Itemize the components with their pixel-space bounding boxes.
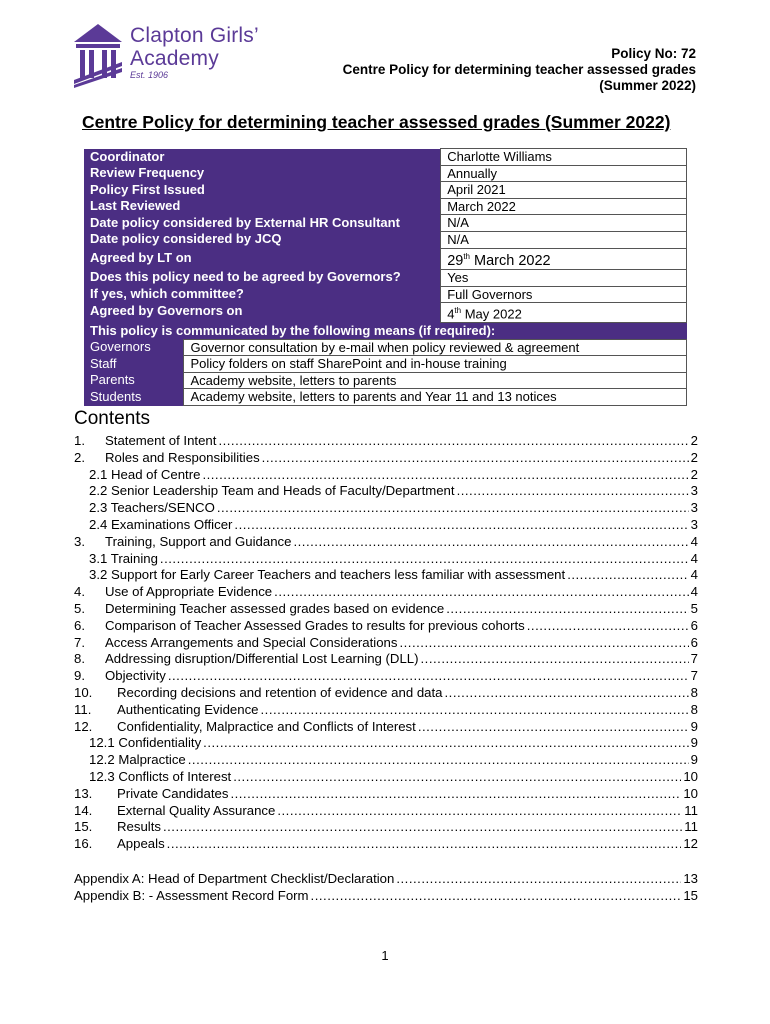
toc-entry[interactable] — [74, 719, 698, 736]
toc-title: 3.1 Training — [89, 550, 158, 566]
policy-info-row — [84, 182, 687, 199]
toc-entry[interactable] — [74, 836, 698, 853]
policy-info-label: Does this policy need to be agreed by Governors? — [84, 269, 441, 286]
toc-entry[interactable] — [74, 567, 698, 584]
logo-established: Est. 1906 — [130, 70, 169, 80]
toc-title: 2.3 Teachers/SENCO — [89, 500, 215, 516]
toc-leader — [168, 668, 689, 685]
toc-entry[interactable] — [74, 517, 698, 534]
toc-entry[interactable] — [74, 534, 698, 551]
toc-leader — [567, 567, 688, 584]
toc-number — [74, 735, 89, 752]
document-title: Centre Policy for determining teacher assessed grades (Summer 2022) — [82, 112, 671, 132]
policy-info-value — [441, 248, 687, 269]
date-day: 29 — [447, 252, 464, 269]
toc-title: Comparison of Teacher Assessed Grades to results for previous cohorts — [105, 617, 525, 633]
policy-info-label: Review Frequency — [84, 165, 441, 182]
toc-entry[interactable] — [74, 433, 698, 450]
toc-leader — [396, 871, 681, 888]
toc-page: 6 — [690, 634, 698, 650]
toc-entry[interactable] — [74, 752, 698, 769]
toc-entry[interactable] — [74, 618, 698, 635]
toc-entry[interactable] — [74, 685, 698, 702]
toc-entry[interactable] — [74, 651, 698, 668]
toc-page: 8 — [690, 701, 698, 717]
toc-page: 4 — [690, 567, 698, 583]
policy-header-title: Centre Policy for determining teacher assessed grades — [342, 62, 696, 77]
toc-title: Use of Appropriate Evidence — [105, 584, 273, 600]
academy-crest-icon — [72, 22, 124, 88]
toc-page: 12 — [683, 836, 698, 852]
toc-number: 10. — [74, 684, 93, 700]
toc-page: 2 — [690, 449, 698, 465]
toc-page: 3 — [690, 483, 698, 499]
toc-page: 9 — [690, 735, 698, 751]
toc-entry[interactable] — [74, 803, 698, 820]
toc-title: Authenticating Evidence — [117, 701, 259, 717]
toc-number: 5. — [74, 600, 85, 616]
policy-info-value: March 2022 — [441, 198, 687, 215]
toc-leader — [399, 635, 688, 652]
policy-info-row — [84, 286, 687, 303]
toc-page: 10 — [683, 785, 698, 801]
policy-info-label: Last Reviewed — [84, 198, 441, 215]
toc-leader — [527, 618, 689, 635]
toc-number: 11. — [74, 701, 92, 717]
toc-number — [74, 567, 89, 584]
policy-info-label: Date policy considered by External HR Consultant — [84, 215, 441, 232]
toc-title: Access Arrangements and Special Considerations — [105, 634, 398, 650]
toc-page: 7 — [690, 651, 698, 667]
toc-page: 8 — [690, 684, 698, 700]
toc-number: 15. — [74, 819, 93, 835]
toc-page: 4 — [690, 550, 698, 566]
toc-title: 12.2 Malpractice — [89, 752, 186, 768]
toc-number — [74, 551, 89, 568]
toc-title: Recording decisions and retention of evidence and data — [117, 684, 443, 700]
toc-title: Objectivity — [105, 668, 166, 684]
means-group: Staff — [84, 356, 184, 373]
toc-title: Determining Teacher assessed grades based on evidence — [105, 600, 445, 616]
date-rest: May 2022 — [461, 306, 522, 322]
toc-page: 13 — [683, 870, 698, 886]
date-rest: March 2022 — [470, 252, 551, 269]
toc-number: 14. — [74, 802, 93, 818]
toc-leader — [421, 651, 689, 668]
toc-leader — [277, 803, 682, 820]
toc-page: 3 — [690, 500, 698, 516]
means-method: Academy website, letters to parents — [184, 372, 687, 389]
toc-entry[interactable] — [74, 769, 698, 786]
toc-leader — [445, 685, 689, 702]
toc-number — [74, 467, 89, 484]
toc-title: Appeals — [117, 836, 165, 852]
toc-entry[interactable] — [74, 500, 698, 517]
policy-header — [343, 46, 696, 94]
policy-info-value: N/A — [441, 231, 687, 248]
policy-info-label: Agreed by Governors on — [84, 303, 441, 323]
toc-title: 12.3 Conflicts of Interest — [89, 768, 232, 784]
toc-entry[interactable] — [74, 735, 698, 752]
toc-page: 4 — [690, 584, 698, 600]
toc-number: 3. — [74, 533, 85, 549]
toc-number: 2. — [74, 449, 85, 465]
toc-number — [74, 500, 89, 517]
toc-number: 16. — [74, 836, 93, 852]
toc-title: Addressing disruption/Differential Lost Learning (DLL) — [105, 651, 419, 667]
toc-entry[interactable] — [74, 786, 698, 803]
toc-number — [74, 752, 89, 769]
policy-number: Policy No: 72 — [611, 46, 696, 61]
policy-info-label: If yes, which committee? — [84, 286, 441, 303]
toc-leader — [457, 483, 689, 500]
toc-leader — [262, 450, 689, 467]
toc-number: 8. — [74, 651, 85, 667]
policy-info-row — [84, 215, 687, 232]
toc-leader — [311, 888, 682, 905]
toc-page: 11 — [684, 819, 698, 835]
toc-entry[interactable] — [74, 483, 698, 500]
means-method: Governor consultation by e-mail when policy reviewed & agreement — [184, 339, 687, 356]
policy-header-term: (Summer 2022) — [599, 78, 696, 93]
toc-page: 3 — [690, 516, 698, 532]
toc-page: 6 — [690, 617, 698, 633]
policy-info-value: April 2021 — [441, 182, 687, 199]
toc-leader — [188, 752, 689, 769]
toc-leader — [233, 769, 681, 786]
policy-info-label: Agreed by LT on — [84, 248, 441, 269]
toc-leader — [167, 836, 682, 853]
toc-title: Appendix B: - Assessment Record Form — [74, 887, 309, 903]
toc-entry[interactable] — [74, 584, 698, 601]
toc-entry[interactable] — [74, 601, 698, 618]
toc-entry[interactable] — [74, 551, 698, 568]
toc-title: Results — [117, 819, 161, 835]
toc-number: 9. — [74, 668, 85, 684]
toc-leader — [274, 584, 689, 601]
date-suffix: th — [463, 251, 470, 261]
toc-leader — [202, 467, 688, 484]
toc-leader — [261, 702, 689, 719]
toc-number: 4. — [74, 584, 85, 600]
toc-title: 2.1 Head of Centre — [89, 466, 201, 482]
means-row — [84, 356, 687, 373]
logo-name: Clapton Girls’ Academy — [130, 24, 259, 70]
toc-number: 1. — [74, 433, 85, 448]
table-of-contents — [74, 433, 698, 905]
toc-leader — [230, 786, 681, 803]
toc-number: 7. — [74, 634, 85, 650]
policy-info-value: Charlotte Williams — [441, 149, 687, 166]
toc-title: Confidentiality, Malpractice and Conflicts of Interest — [117, 718, 416, 734]
toc-page: 11 — [684, 802, 698, 818]
toc-leader — [446, 601, 688, 618]
contents-heading: Contents — [74, 408, 151, 429]
toc-number — [74, 769, 89, 786]
toc-number: 6. — [74, 617, 85, 633]
policy-info-value — [441, 303, 687, 323]
toc-page: 2 — [690, 433, 698, 448]
page-number: 1 — [381, 948, 389, 963]
toc-page: 5 — [690, 600, 698, 616]
toc-page: 15 — [683, 887, 698, 903]
means-group: Students — [84, 389, 184, 406]
policy-info-row — [84, 269, 687, 286]
means-header-row — [84, 323, 687, 340]
policy-info-label: Policy First Issued — [84, 182, 441, 199]
means-method: Academy website, letters to parents and Year 11 and 13 notices — [184, 389, 687, 406]
policy-info-table — [84, 148, 687, 406]
toc-leader — [163, 819, 682, 836]
toc-entry[interactable] — [74, 702, 698, 719]
toc-title: Statement of Intent — [105, 433, 217, 448]
toc-entry — [74, 853, 698, 871]
toc-page: 7 — [690, 668, 698, 684]
policy-info-row — [84, 165, 687, 182]
policy-info-value: Annually — [441, 165, 687, 182]
means-header: This policy is communicated by the following means (if required): — [84, 323, 687, 340]
toc-entry[interactable] — [74, 819, 698, 836]
toc-leader — [160, 551, 689, 568]
toc-leader — [218, 433, 688, 450]
policy-info-row — [84, 231, 687, 248]
toc-leader — [293, 534, 688, 551]
means-row — [84, 372, 687, 389]
policy-info-value: Yes — [441, 269, 687, 286]
policy-info-value: N/A — [441, 215, 687, 232]
toc-title: Private Candidates — [117, 785, 229, 801]
toc-number: 12. — [74, 718, 93, 734]
academy-logo — [72, 22, 272, 92]
toc-title: External Quality Assurance — [117, 802, 276, 818]
means-group: Parents — [84, 372, 184, 389]
toc-page: 9 — [690, 718, 698, 734]
toc-leader — [217, 500, 689, 517]
toc-entry[interactable] — [74, 467, 698, 484]
toc-page: 2 — [690, 466, 698, 482]
toc-entry[interactable] — [74, 635, 698, 652]
toc-page: 4 — [690, 533, 698, 549]
toc-number — [74, 517, 89, 534]
toc-number: 13. — [74, 785, 93, 801]
toc-leader — [418, 719, 689, 736]
toc-entry[interactable] — [74, 450, 698, 467]
toc-title: 12.1 Confidentiality — [89, 735, 202, 751]
toc-title: Training, Support and Guidance — [105, 533, 292, 549]
toc-title: Appendix A: Head of Department Checklist/Declaration — [74, 870, 395, 886]
means-group: Governors — [84, 339, 184, 356]
toc-entry[interactable] — [74, 888, 698, 905]
means-row — [84, 339, 687, 356]
policy-info-value: Full Governors — [441, 286, 687, 303]
toc-number — [74, 483, 89, 500]
policy-info-row — [84, 248, 687, 269]
toc-title: 2.4 Examinations Officer — [89, 516, 233, 532]
policy-info-label: Coordinator — [84, 149, 441, 166]
toc-title: Roles and Responsibilities — [105, 449, 260, 465]
toc-title: 2.2 Senior Leadership Team and Heads of Faculty/Department — [89, 483, 455, 499]
policy-info-row — [84, 149, 687, 166]
toc-entry[interactable] — [74, 871, 698, 888]
toc-entry[interactable] — [74, 668, 698, 685]
toc-title: 3.2 Support for Early Career Teachers and teachers less familiar with assessment — [89, 567, 566, 583]
toc-leader — [203, 735, 688, 752]
means-row — [84, 389, 687, 406]
policy-info-row — [84, 198, 687, 215]
date-suffix: th — [454, 306, 462, 316]
policy-info-row — [84, 303, 687, 323]
toc-page: 10 — [683, 768, 698, 784]
policy-info-label: Date policy considered by JCQ — [84, 231, 441, 248]
toc-leader — [234, 517, 688, 534]
toc-page: 9 — [690, 752, 698, 768]
means-method: Policy folders on staff SharePoint and in-house training — [184, 356, 687, 373]
date-day: 4 — [447, 306, 455, 322]
